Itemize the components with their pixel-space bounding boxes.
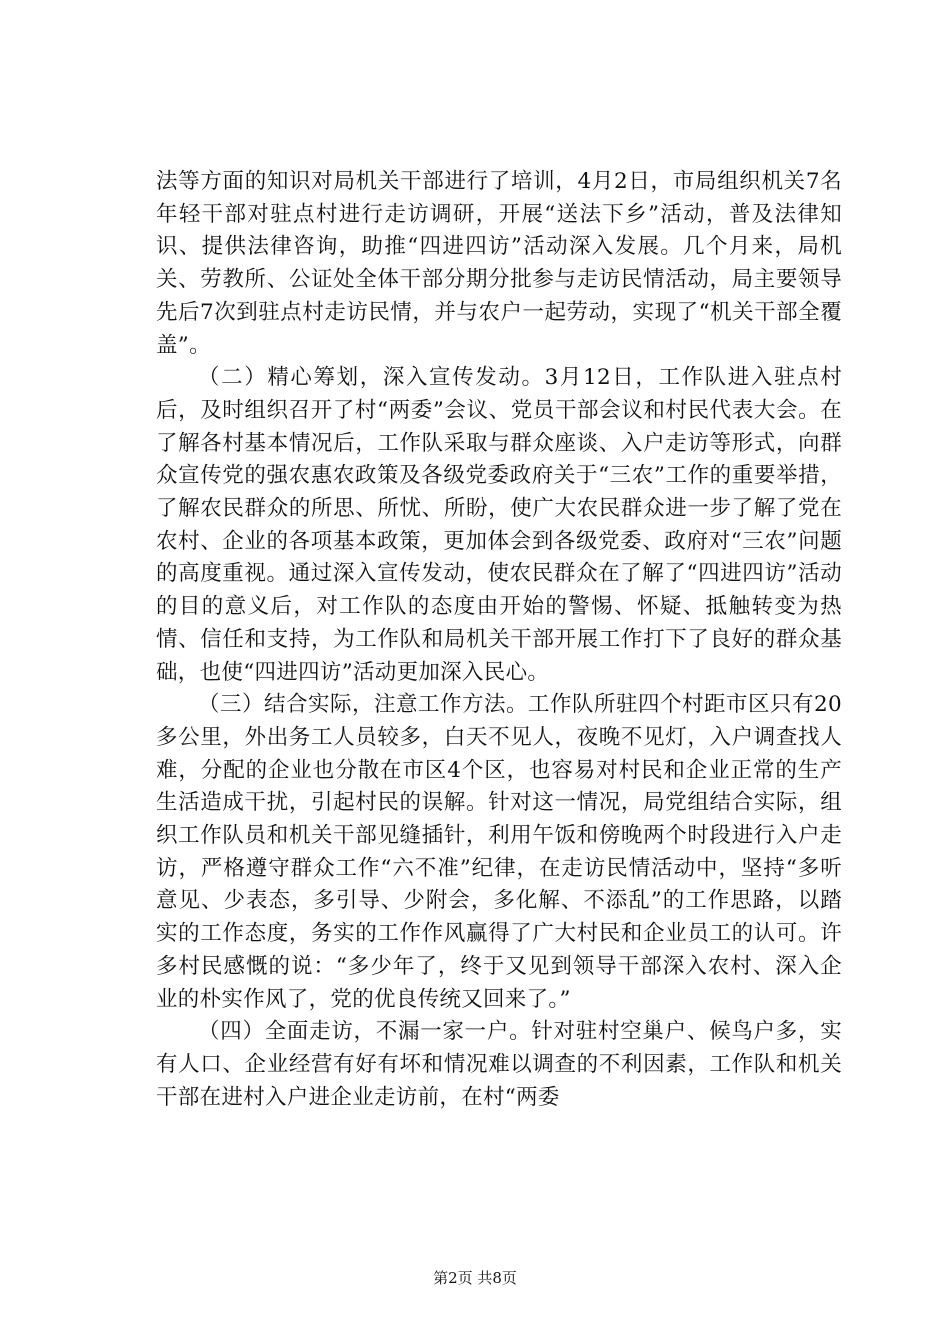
body-text bbox=[156, 166, 842, 1114]
page-footer: 第2页 共8页 bbox=[433, 1269, 517, 1287]
paragraph-section-4: （四）全面走访，不漏一家一户。针对驻村空巢户、候鸟户多，实有人口、企业经营有好有坏和情况难以调查的不利因素，工作队和机关干部在进村入户进企业走访前，在村“两委 bbox=[156, 1019, 842, 1110]
paragraph-continuation: 法等方面的知识对局机关干部进行了培训，4月2日，市局组织机关7名年轻干部对驻点村进行走访调研，开展“送法下乡”活动，普及法律知识、提供法律咨询，助推“四进四访”活动深入发展。几个月来，局机关、劳教所、公证处全体干部分期分批参与走访民情活动，局主要领导先后7次到驻点村走访民情，并与农户一起劳动，实现了“机关干部全覆盖”。 bbox=[156, 169, 842, 358]
paragraph-section-3: （三）结合实际，注意工作方法。工作队所驻四个村距市区只有20多公里，外出务工人员较多，白天不见人，夜晚不见灯，入户调查找人难，分配的企业也分散在市区4个区，也容易对村民和企业正常的生产生活造成干扰，引起村民的误解。针对这一情况，局党组结合实际，组织工作队员和机关干部见缝插针，利用午饭和傍晚两个时段进行入户走访，严格遵守群众工作“六不准”纪律，在走访民情活动中，坚持“多听意见、少表态，多引导、少附会，多化解、不添乱”的工作思路，以踏实的工作态度，务实的工作作风赢得了广大村民和企业员工的认可。许多村民感慨的说：“多少年了，终于又见到领导干部深入农村、深入企业的朴实作风了，党的优良传统又回来了。” bbox=[156, 692, 842, 1012]
paragraph-section-2: （二）精心筹划，深入宣传发动。3月12日，工作队进入驻点村后，及时组织召开了村“两委”会议、党员干部会议和村民代表大会。在了解各村基本情况后，工作队采取与群众座谈、入户走访等形式，向群众宣传党的强农惠农政策及各级党委政府关于“三农”工作的重要举措，了解农民群众的所思、所忧、所盼，使广大农民群众进一步了解了党在农村、企业的各项基本政策，更加体会到各级党委、政府对“三农”问题的高度重视。通过深入宣传发动，使农民群众在了解了“四进四访”活动的目的意义后，对工作队的态度由开始的警惕、怀疑、抵触转变为热情、信任和支持，为工作队和局机关干部开展工作打下了良好的群众基础，也使“四进四访”活动更加深入民心。 bbox=[156, 365, 842, 685]
